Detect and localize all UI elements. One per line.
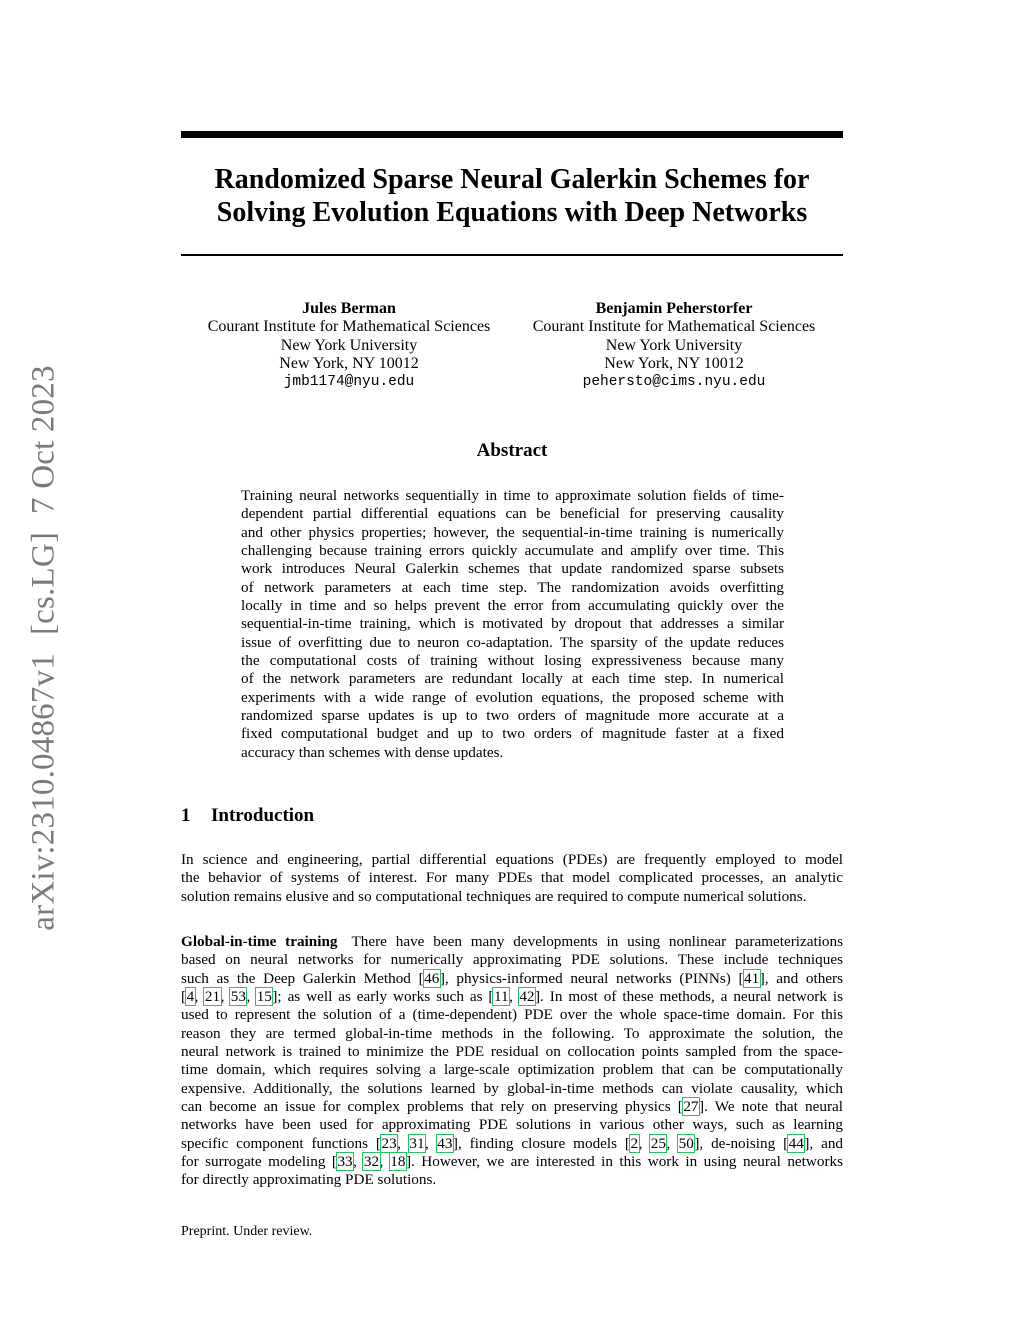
- text: There have been many developments in using nonlinear parameterizations: [351, 933, 844, 950]
- abstract-line: experiments with a wide range of evolution equations, the proposed scheme with: [241, 688, 784, 706]
- text-line: used to represent the solution of a (time-dependent) PDE over the whole space-time domain. For this: [181, 1006, 843, 1024]
- citation-link[interactable]: 42: [519, 988, 535, 1006]
- text-line: networks have been used for approximating PDE solutions in various other ways, such as learning: [181, 1116, 843, 1134]
- text: ]. In most of these methods, a neural network is: [535, 988, 844, 1006]
- text: such as the Deep Galerkin Method [: [181, 969, 424, 987]
- abstract-line: sequential-in-time training, which is motivated by dropout that addresses a similar: [241, 615, 784, 633]
- title-line: Randomized Sparse Neural Galerkin Schemes for: [214, 164, 810, 195]
- citation-link[interactable]: 44: [788, 1134, 804, 1152]
- author-name: Jules Berman: [302, 300, 396, 317]
- text: ,: [353, 1153, 364, 1171]
- abstract-line: dependent partial differential equations can be beneficial for preserving causality: [241, 505, 784, 523]
- title-bottom-rule: [181, 254, 843, 256]
- author-affiliation: Courant Institute for Mathematical Sciences: [207, 318, 491, 336]
- text: ,: [509, 988, 519, 1006]
- text: ]; as well as early works such as [: [272, 988, 494, 1006]
- title-top-rule: [181, 131, 843, 138]
- citation-link[interactable]: 46: [424, 969, 440, 987]
- abstract-line: of the network parameters are redundant locally at each time step. In numerical: [241, 670, 784, 688]
- text: [: [181, 988, 187, 1006]
- citation-link[interactable]: 27: [683, 1098, 699, 1116]
- text: can become an issue for complex problems that rely on preserving physics [: [181, 1098, 683, 1116]
- text: ,: [397, 1134, 409, 1152]
- page-footer: Preprint. Under review.: [181, 1224, 313, 1239]
- abstract-line: issue of overfitting due to neuron co-adaptation. The sparsity of the update reduces: [241, 633, 784, 651]
- citation-link[interactable]: 53: [230, 988, 246, 1006]
- abstract-line: work introduces Neural Galerkin schemes that update randomized sparse subsets: [241, 560, 784, 578]
- abstract-line: randomized sparse updates is up to two orders of magnitude more accurate at a: [241, 707, 784, 725]
- text: ]. However, we are interested in this work in using neural networks: [405, 1153, 844, 1171]
- abstract-line: and other physics properties; however, the sequential-in-time training is numerically: [241, 523, 784, 541]
- citation-link[interactable]: 21: [204, 988, 221, 1006]
- citation-link[interactable]: 32: [363, 1153, 380, 1171]
- text: ], physics-informed neural networks (PINNs) [: [439, 969, 744, 987]
- author-affiliation: Courant Institute for Mathematical Sciences: [532, 318, 816, 336]
- paragraph-runin-heading: Global-in-time training: [181, 933, 338, 950]
- abstract-line: accuracy than schemes with dense updates.: [241, 743, 504, 761]
- citation-link[interactable]: 50: [678, 1134, 694, 1152]
- text: ], and others: [759, 969, 844, 987]
- citation-link[interactable]: 11: [493, 988, 509, 1006]
- text-line: neural network is trained to minimize the PDE residual on collocation points sampled from the space-: [181, 1043, 843, 1061]
- text-line: expensive. Additionally, the solutions learned by global-in-time methods can violate causality, which: [181, 1079, 843, 1097]
- citation-link[interactable]: 41: [744, 969, 760, 987]
- global-in-time-paragraph: [181, 933, 843, 1190]
- citation-link[interactable]: 4: [186, 988, 195, 1006]
- author-block-peherstorfer: [524, 300, 824, 391]
- text: ,: [666, 1134, 679, 1152]
- section-heading-introduction: [181, 805, 314, 827]
- text: ,: [425, 1134, 437, 1152]
- citation-link[interactable]: 33: [337, 1153, 353, 1171]
- author-block-berman: [199, 300, 499, 391]
- author-email[interactable]: pehersto@cims.nyu.edu: [582, 374, 766, 391]
- citation-link[interactable]: 31: [409, 1134, 425, 1152]
- text: ,: [379, 1153, 390, 1171]
- text: ,: [194, 988, 205, 1006]
- title-line: Solving Evolution Equations with Deep Networks: [216, 197, 808, 228]
- citation-link[interactable]: 23: [381, 1134, 397, 1152]
- text-line: for directly approximating PDE solutions.: [181, 1171, 437, 1189]
- abstract-line: locally in time and so helps prevent the error from accumulating quickly over the: [241, 597, 784, 615]
- author-university: New York University: [280, 336, 418, 354]
- text-line: time domain, which requires solving a large-scale optimization problem that can be computationally: [181, 1061, 843, 1079]
- author-email[interactable]: jmb1174@nyu.edu: [283, 374, 415, 391]
- text: ], de-noising [: [694, 1134, 789, 1152]
- abstract-line: challenging because training errors quickly accumulate and amplify over time. This: [241, 542, 784, 560]
- text: ,: [246, 988, 257, 1006]
- intro-line: solution remains elusive and so computational techniques are required to compute numerical solutions.: [181, 887, 807, 905]
- arxiv-id: arXiv:2310.04867v1: [25, 653, 62, 931]
- citation-link[interactable]: 18: [390, 1153, 406, 1171]
- text: specific component functions [: [181, 1134, 381, 1152]
- paper-title: [181, 163, 843, 229]
- text: for surrogate modeling [: [181, 1153, 337, 1171]
- text: ,: [220, 988, 231, 1006]
- intro-line: In science and engineering, partial differential equations (PDEs) are frequently employed to model: [181, 851, 843, 868]
- text: ]. We note that neural: [699, 1098, 843, 1116]
- author-name: Benjamin Peherstorfer: [595, 300, 753, 317]
- abstract-body: [241, 487, 784, 762]
- text-line: reason they are termed global-in-time methods in the following. To approximate the solution, the: [181, 1024, 843, 1042]
- abstract-heading: Abstract: [476, 440, 548, 461]
- citation-link[interactable]: 2: [630, 1134, 639, 1152]
- intro-line: the behavior of systems of interest. For many PDEs that model complicated processes, an analytic: [181, 869, 843, 887]
- text: ], finding closure models [: [452, 1134, 630, 1152]
- abstract-line: of network parameters at each time step. The randomization avoids overfitting: [241, 578, 784, 596]
- abstract-line: Training neural networks sequentially in time to approximate solution fields of time-: [241, 487, 784, 504]
- abstract-line: fixed computational budget and up to two orders of magnitude faster at a fixed: [241, 725, 784, 743]
- section-title: Introduction: [211, 805, 315, 826]
- citation-link[interactable]: 25: [650, 1134, 666, 1152]
- citation-link[interactable]: 15: [256, 988, 272, 1006]
- text: ], and: [804, 1134, 844, 1152]
- section-number: 1: [181, 805, 191, 826]
- author-location: New York, NY 10012: [279, 354, 419, 372]
- author-university: New York University: [605, 336, 743, 354]
- text: ,: [638, 1134, 651, 1152]
- arxiv-date: 7 Oct 2023: [25, 365, 62, 514]
- arxiv-category: [cs.LG]: [25, 531, 62, 636]
- arxiv-side-stamp: [26, 356, 63, 939]
- abstract-line: the computational costs of training without losing expressiveness because many: [241, 652, 784, 670]
- intro-paragraph: [181, 851, 843, 906]
- citation-link[interactable]: 43: [437, 1134, 453, 1152]
- text-line: based on neural networks for numerically approximating PDE solutions. These include techniques: [181, 951, 843, 969]
- author-location: New York, NY 10012: [604, 354, 744, 372]
